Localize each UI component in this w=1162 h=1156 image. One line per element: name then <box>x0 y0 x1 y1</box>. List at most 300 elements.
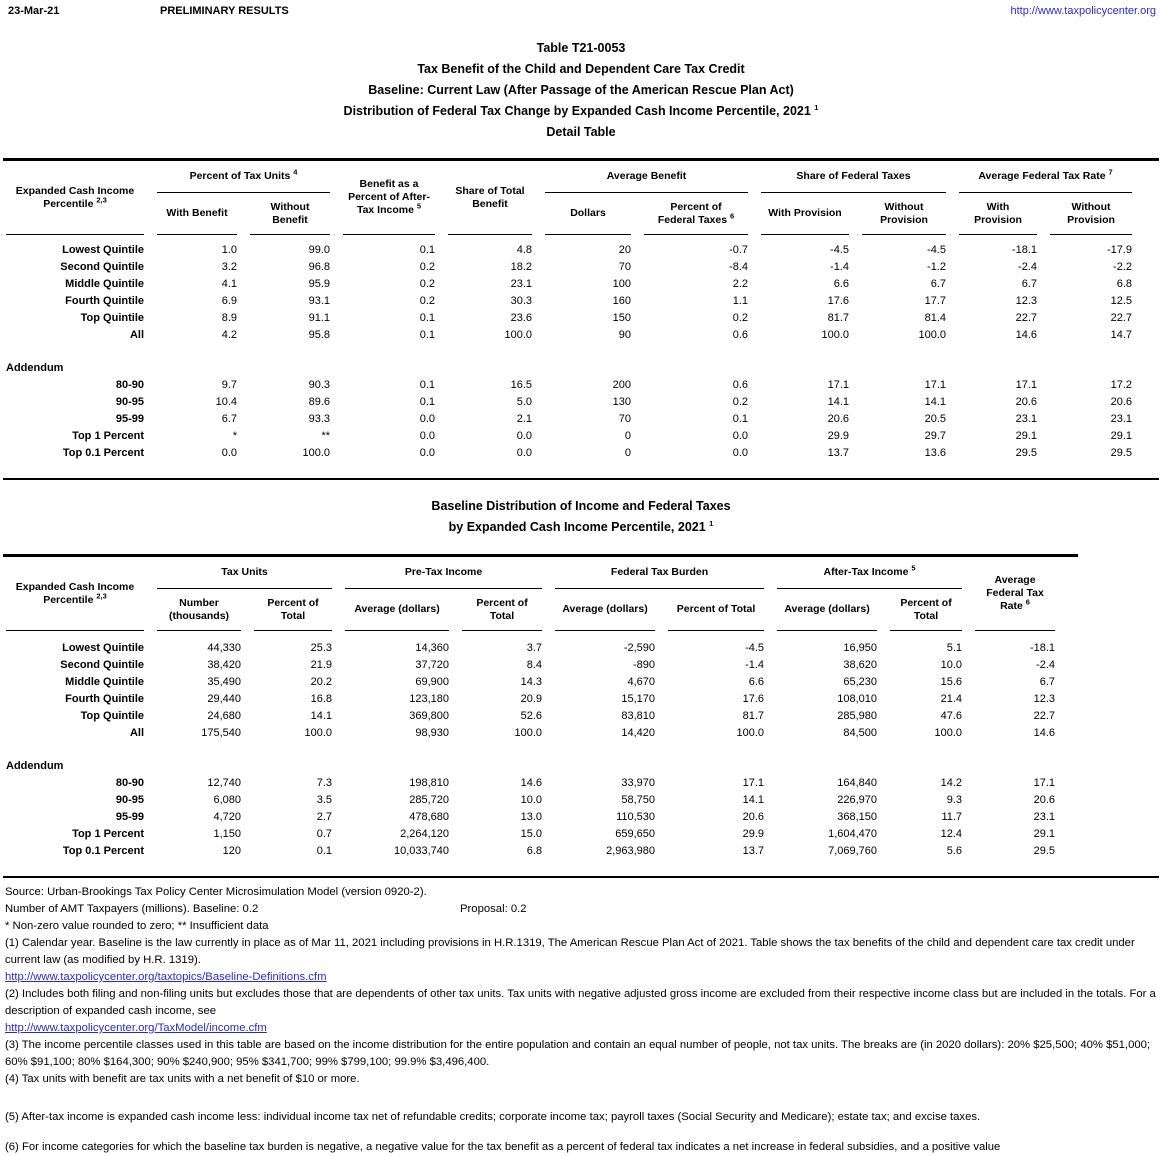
table-cell: 15,170 <box>621 693 656 705</box>
table-cell: 29.1 <box>1015 430 1037 442</box>
table-cell: 226,970 <box>837 794 878 806</box>
table-row <box>6 428 1132 445</box>
table-cell: 0.2 <box>419 278 435 290</box>
table-cell: 25.3 <box>310 642 333 654</box>
column-header: Percent of Federal Taxes $^6$ <box>644 193 748 235</box>
table-cell: 0.0 <box>419 447 435 459</box>
footnote-line: (5) After-tax income is expanded cash income less: individual income tax net of refundable credits; corporate income tax; payroll taxes (Social Security and Medicare); estate tax; and excise taxes. <box>5 1111 981 1123</box>
table-cell: 11.7 <box>941 811 963 823</box>
table-cell: 13.7 <box>742 845 765 857</box>
table-cell: 9.3 <box>946 794 963 806</box>
table-cell: 100.0 <box>918 329 946 341</box>
baseline-table <box>3 557 1078 868</box>
table-cell: 10,033,740 <box>393 845 450 857</box>
table-cell: -17.9 <box>1106 244 1133 256</box>
table-cell: 6.6 <box>833 278 849 290</box>
table-cell: 5.1 <box>946 642 963 654</box>
column-group-header: Share of Federal Taxes <box>761 161 946 193</box>
row-label: Middle Quintile <box>65 278 144 290</box>
table-cell: 123,180 <box>409 693 450 705</box>
row-label: All <box>129 727 144 739</box>
table-cell: 1.0 <box>221 244 237 256</box>
table-row <box>6 758 1055 775</box>
table-cell: 8.4 <box>526 659 543 671</box>
table-cell: 160 <box>612 295 631 307</box>
table-cell: 20 <box>618 244 631 256</box>
table-cell: 0.1 <box>419 244 435 256</box>
table-cell: 120 <box>222 845 241 857</box>
table-row <box>6 310 1132 327</box>
table-cell: 93.1 <box>308 295 330 307</box>
table-cell: 0.2 <box>419 261 435 273</box>
report-page <box>0 5 1162 1153</box>
footnotes <box>5 884 1157 1156</box>
table-cell: 22.7 <box>1015 312 1037 324</box>
table-cell: -1.4 <box>830 261 849 273</box>
column-header: Number (thousands) <box>157 589 241 631</box>
table-cell: -18.1 <box>1029 642 1056 654</box>
table-cell: 29.5 <box>1110 447 1133 459</box>
table-cell: 0.1 <box>419 379 435 391</box>
table-cell: 14.1 <box>310 710 333 722</box>
table-cell: 70 <box>618 413 631 425</box>
column-header: Without Benefit <box>250 193 330 235</box>
table-cell: 14.1 <box>924 396 946 408</box>
table-cell: 83,810 <box>621 710 656 722</box>
column-group-header: Tax Units <box>157 557 332 589</box>
table-cell: 81.7 <box>827 312 849 324</box>
footnote-line <box>5 1020 1157 1037</box>
table-cell: 0.0 <box>419 430 435 442</box>
column-header: With Provision <box>761 193 849 235</box>
table-cell: 4,720 <box>213 811 241 823</box>
addendum-label: Addendum <box>6 760 64 772</box>
date-label: 23-Mar-21 <box>8 5 60 17</box>
table-cell: 23.6 <box>510 312 532 324</box>
table-cell: 6.6 <box>748 676 765 688</box>
table-row <box>6 242 1132 259</box>
table-row <box>6 293 1132 310</box>
amt-proposal-label: Proposal: 0.2 <box>460 903 527 915</box>
column-header: Percent of Total <box>668 589 764 631</box>
table-row <box>6 327 1132 344</box>
table-cell: 37,720 <box>415 659 450 671</box>
table-cell: 17.6 <box>827 295 849 307</box>
table-row <box>6 691 1055 708</box>
table-row <box>6 674 1055 691</box>
row-label: 80-90 <box>115 777 144 789</box>
table-cell: 89.6 <box>308 396 330 408</box>
table-cell: 17.7 <box>924 295 946 307</box>
column-header: Share of Total Benefit <box>448 161 532 235</box>
row-label: Top 1 Percent <box>72 828 144 840</box>
page-header <box>0 5 1162 19</box>
table-cell: 18.2 <box>510 261 532 273</box>
table-cell: 52.6 <box>520 710 543 722</box>
footnote-line: (6) For income categories for which the baseline tax burden is negative, a negative value for the tax benefit as a percent of federal tax indicates a net increase in federal subsidies, and a positive value <box>5 1141 1001 1153</box>
table-cell: 200 <box>612 379 631 391</box>
column-header: Average (dollars) <box>555 589 655 631</box>
table-cell: 23.1 <box>1110 413 1133 425</box>
table-cell: 6.8 <box>526 845 543 857</box>
table-cell: 29.9 <box>827 430 849 442</box>
table-cell: 1,150 <box>213 828 241 840</box>
table-cell: 23.1 <box>510 278 532 290</box>
table-cell: 16.5 <box>510 379 532 391</box>
table-cell: 0.0 <box>419 413 435 425</box>
table-cell: 29.7 <box>924 430 946 442</box>
table-cell: 29.9 <box>742 828 765 840</box>
table-cell: 29.1 <box>1110 430 1133 442</box>
row-label: Fourth Quintile <box>65 693 144 705</box>
table-cell: 14.6 <box>1015 329 1037 341</box>
table-cell: 3.2 <box>221 261 237 273</box>
table-row <box>6 725 1055 742</box>
table-cell: -1.2 <box>927 261 946 273</box>
table-cell: 38,620 <box>843 659 878 671</box>
row-label: 80-90 <box>115 379 144 391</box>
table-cell: 10.0 <box>940 659 963 671</box>
table-cell: 15.0 <box>520 828 543 840</box>
column-group-header: Average Benefit <box>545 161 748 193</box>
row-label: Fourth Quintile <box>65 295 144 307</box>
table-cell: 20.6 <box>1033 794 1056 806</box>
table-cell: 21.4 <box>940 693 963 705</box>
row-label: Top Quintile <box>80 710 144 722</box>
table-cell: 14.1 <box>742 794 765 806</box>
table-cell: -2.4 <box>1018 261 1037 273</box>
table-cell: 5.0 <box>516 396 532 408</box>
table-row <box>6 377 1132 394</box>
column-group-header: Pre-Tax Income <box>345 557 542 589</box>
footnote-line: Source: Urban-Brookings Tax Policy Center Microsimulation Model (version 0920-2). <box>5 886 427 898</box>
table-cell: 100.0 <box>504 329 532 341</box>
table-cell: 17.1 <box>827 379 849 391</box>
table-cell: 99.0 <box>308 244 330 256</box>
table-cell: 13.0 <box>520 811 543 823</box>
table-cell: 69,900 <box>415 676 450 688</box>
table-cell: -18.1 <box>1011 244 1037 256</box>
table-cell: 1.1 <box>732 295 748 307</box>
amt-taxpayers-line <box>5 901 1157 918</box>
table-cell: 17.1 <box>1033 777 1056 789</box>
table-cell: 1,604,470 <box>828 828 878 840</box>
addendum-label: Addendum <box>6 362 64 374</box>
table-row <box>6 826 1055 843</box>
table-cell: 10.4 <box>215 396 237 408</box>
table-cell: 285,720 <box>409 794 450 806</box>
page-title-line: Tax Benefit of the Child and Dependent Care Tax Credit <box>417 62 745 76</box>
row-label: 95-99 <box>115 413 144 425</box>
column-header: Dollars <box>545 193 631 235</box>
table-cell: 10.0 <box>520 794 543 806</box>
table-cell: 81.7 <box>742 710 765 722</box>
column-group-header: Average Federal Tax Rate $^7$ <box>959 161 1132 193</box>
baseline-table-container <box>3 554 1078 868</box>
table-cell: 100.0 <box>302 447 330 459</box>
table-cell: 100.0 <box>304 727 333 739</box>
table-cell: 0.0 <box>516 447 532 459</box>
page-title-line: Baseline Distribution of Income and Federal Taxes <box>431 499 731 513</box>
table-row <box>6 843 1055 860</box>
table-cell: -1.4 <box>745 659 765 671</box>
footnote-link[interactable]: http://www.taxpolicycenter.org/taxtopics/Baseline-Definitions.cfm <box>5 971 327 983</box>
table-cell: 12.5 <box>1110 295 1133 307</box>
row-label: Top 1 Percent <box>72 430 144 442</box>
table-cell: 14,420 <box>621 727 656 739</box>
table-row <box>6 809 1055 826</box>
table-cell: 70 <box>618 261 631 273</box>
table-cell: 369,800 <box>409 710 450 722</box>
table-cell: 368,150 <box>837 811 878 823</box>
table-cell: 0.2 <box>732 396 748 408</box>
table-cell: 7,069,760 <box>828 845 878 857</box>
table-cell: 0.0 <box>732 447 748 459</box>
table-cell: 20.6 <box>1015 396 1037 408</box>
footnote-line: (4) Tax units with benefit are tax units with a net benefit of $10 or more. <box>5 1073 360 1085</box>
table-cell: 20.6 <box>1110 396 1133 408</box>
page-title-line: Table T21-0053 <box>536 41 626 55</box>
table-cell: -4.5 <box>745 642 765 654</box>
table-cell: 0.6 <box>732 329 748 341</box>
table-cell: 4.1 <box>221 278 237 290</box>
table-cell: 6.7 <box>1021 278 1037 290</box>
row-label: Lowest Quintile <box>62 642 144 654</box>
tax-change-table-container <box>3 158 1159 470</box>
table-cell: 35,490 <box>207 676 241 688</box>
table-cell: 16.8 <box>310 693 333 705</box>
table-cell: 100.0 <box>934 727 963 739</box>
table-cell: 130 <box>612 396 631 408</box>
table-cell: -2.4 <box>1036 659 1056 671</box>
page-title-line: Distribution of Federal Tax Change by Expanded Cash Income Percentile, 2021 $^1$ <box>343 102 819 118</box>
table-row <box>6 411 1132 428</box>
table-cell: 24,680 <box>207 710 241 722</box>
site-url-link[interactable]: http://www.taxpolicycenter.org <box>1010 5 1156 17</box>
column-header: Expanded Cash Income Percentile $^{2,3}$ <box>6 161 144 235</box>
table-bottom-rule-2 <box>3 876 1159 878</box>
table-cell: 30.3 <box>510 295 532 307</box>
table-cell: 14.7 <box>1110 329 1133 341</box>
column-header: Expanded Cash Income Percentile $^{2,3}$ <box>6 557 144 631</box>
table-cell: 12.4 <box>940 828 963 840</box>
table-cell: -8.4 <box>729 261 748 273</box>
baseline-table-title <box>0 496 1162 538</box>
detail-table <box>0 161 1145 470</box>
table-cell: 12,740 <box>207 777 241 789</box>
table-cell: 110,530 <box>616 811 656 823</box>
row-label: Lowest Quintile <box>62 244 144 256</box>
footnote-line: (1) Calendar year. Baseline is the law currently in place as of Mar 11, 2021 including provisions in H.R.1319, The American Rescue Plan Act of 2021. Table shows the tax benefits of the child and dependent care tax credit under current law (as modified by H.R. 1319). <box>5 937 1135 966</box>
table-cell: 2.7 <box>316 811 333 823</box>
table-cell: 4,670 <box>627 676 656 688</box>
table-cell: -2.2 <box>1113 261 1133 273</box>
page-title-line: Baseline: Current Law (After Passage of the American Rescue Plan Act) <box>368 83 794 97</box>
table-row <box>6 657 1055 674</box>
table-cell: 14,360 <box>415 642 450 654</box>
table-cell: 91.1 <box>308 312 330 324</box>
table-cell: 22.7 <box>1033 710 1056 722</box>
table-cell: 100.0 <box>821 329 849 341</box>
page-title-line: Detail Table <box>546 125 616 139</box>
table-cell: 38,420 <box>207 659 241 671</box>
table-cell: -4.5 <box>830 244 849 256</box>
table-cell: 478,680 <box>409 811 450 823</box>
table-cell: 13.7 <box>827 447 849 459</box>
row-label: 95-99 <box>115 811 144 823</box>
table-cell: 29.5 <box>1033 845 1056 857</box>
table-cell: 0.7 <box>316 828 333 840</box>
table-cell: 20.5 <box>924 413 946 425</box>
table-cell: 3.7 <box>526 642 543 654</box>
column-group-header: Federal Tax Burden <box>555 557 764 589</box>
column-header: Without Provision <box>1050 193 1132 235</box>
table-cell: 198,810 <box>409 777 450 789</box>
row-label: 90-95 <box>115 794 144 806</box>
table-cell: 96.8 <box>308 261 330 273</box>
table-cell: 14.6 <box>520 777 543 789</box>
table-cell: 20.6 <box>742 811 765 823</box>
column-group-header: Percent of Tax Units $^4$ <box>157 161 330 193</box>
column-header: Average (dollars) <box>777 589 877 631</box>
table-cell: 3.5 <box>316 794 333 806</box>
table-cell: * <box>232 430 237 442</box>
table-cell: 6,080 <box>213 794 241 806</box>
row-label: Top 0.1 Percent <box>62 845 144 857</box>
page-title-line: by Expanded Cash Income Percentile, 2021 $^1$ <box>448 518 714 534</box>
table-cell: 150 <box>612 312 631 324</box>
table-cell: 23.1 <box>1033 811 1056 823</box>
column-header: Benefit as a Percent of After- Tax Income $^5$ <box>343 161 435 235</box>
table-cell: -0.7 <box>729 244 748 256</box>
table-cell: 65,230 <box>843 676 878 688</box>
table-cell: 0.1 <box>419 329 435 341</box>
row-label: Top 0.1 Percent <box>62 447 144 459</box>
table-cell: 16,950 <box>843 642 878 654</box>
table-row <box>6 394 1132 411</box>
table-row <box>6 708 1055 725</box>
table-cell: 17.6 <box>742 693 765 705</box>
table-cell: 29,440 <box>207 693 241 705</box>
table-cell: 175,540 <box>201 727 241 739</box>
row-label: Middle Quintile <box>65 676 144 688</box>
table-cell: 23.1 <box>1015 413 1037 425</box>
table-cell: 0.2 <box>732 312 748 324</box>
table-cell: 14.3 <box>520 676 543 688</box>
table-row <box>6 276 1132 293</box>
column-group-header: After-Tax Income $^5$ <box>777 557 962 589</box>
column-header: Percent of Total <box>890 589 962 631</box>
table-cell: 81.4 <box>924 312 946 324</box>
table-cell: 6.8 <box>1116 278 1133 290</box>
table-cell: 17.1 <box>924 379 946 391</box>
table-cell: 13.6 <box>924 447 946 459</box>
table-cell: 21.9 <box>310 659 333 671</box>
table-row <box>6 792 1055 809</box>
footnote-line: (3) The income percentile classes used in this table are based on the income distribution for the entire population and contain an equal number of people, not tax units. The breaks are (in 2020 dollars): 20% $25,500; 40% $51,000; 60% $91,100; 80% $164,300; 90% $240,900; 95% $341,700; 99% $799,100; 99.9% $3,496,400. <box>5 1039 1151 1068</box>
table-row <box>6 640 1055 657</box>
table-cell: 0 <box>624 430 631 442</box>
table-cell: 6.9 <box>221 295 237 307</box>
tax-change-table <box>3 161 1159 470</box>
table-cell: 2,963,980 <box>606 845 656 857</box>
table-cell: 0.1 <box>419 396 435 408</box>
column-header: With Provision <box>959 193 1037 235</box>
table-cell: 90 <box>618 329 631 341</box>
table-row <box>6 775 1055 792</box>
table-bottom-rule <box>3 478 1159 480</box>
table-cell: 93.3 <box>308 413 330 425</box>
row-label: All <box>129 329 144 341</box>
table-cell: 6.7 <box>1039 676 1056 688</box>
table-cell: 29.5 <box>1015 447 1037 459</box>
table-row <box>6 259 1132 276</box>
table-cell: 95.9 <box>308 278 330 290</box>
table-cell: 0.1 <box>316 845 333 857</box>
column-header: Without Provision <box>862 193 946 235</box>
table-cell: 33,970 <box>621 777 656 789</box>
table-cell: 47.6 <box>940 710 963 722</box>
table-cell: 20.9 <box>520 693 543 705</box>
table-cell: 58,750 <box>621 794 656 806</box>
column-header: With Benefit <box>157 193 237 235</box>
footnote-line: * Non-zero value rounded to zero; ** Insufficient data <box>5 920 269 932</box>
table-cell: 100.0 <box>736 727 765 739</box>
table-cell: 17.1 <box>742 777 765 789</box>
row-label: Top Quintile <box>80 312 144 324</box>
table-cell: 0.0 <box>221 447 237 459</box>
preliminary-results-label: PRELIMINARY RESULTS <box>160 5 289 17</box>
table-cell: -890 <box>633 659 656 671</box>
footnote-link[interactable]: http://www.taxpolicycenter.org/TaxModel/income.cfm <box>5 1022 267 1034</box>
table-row <box>6 445 1132 462</box>
table-cell: ** <box>321 430 330 442</box>
table-cell: 5.6 <box>946 845 963 857</box>
table-cell: 17.2 <box>1110 379 1133 391</box>
amt-baseline-label: Number of AMT Taxpayers (millions). Baseline: 0.2 <box>5 903 259 915</box>
table-cell: 0.2 <box>419 295 435 307</box>
table-cell: 164,840 <box>837 777 878 789</box>
footnote-line: (2) Includes both filing and non-filing units but excludes those that are dependents of other tax units. Tax units with negative adjusted gross income are excluded from their respective income class but are included in the totals. For a description of expanded cash income, see <box>5 988 1156 1017</box>
table-cell: 0.1 <box>419 312 435 324</box>
table-row <box>6 360 1132 377</box>
table-cell: 14.2 <box>940 777 963 789</box>
table-cell: 108,010 <box>837 693 878 705</box>
column-header: Average (dollars) <box>345 589 449 631</box>
footnote-line <box>5 969 1157 986</box>
table-cell: 14.1 <box>827 396 849 408</box>
table-cell: 100.0 <box>514 727 543 739</box>
table-cell: 2.2 <box>732 278 748 290</box>
table-cell: 22.7 <box>1110 312 1133 324</box>
table-cell: 2.1 <box>516 413 532 425</box>
table-cell: 15.6 <box>940 676 963 688</box>
table-cell: 6.7 <box>930 278 946 290</box>
table-cell: 285,980 <box>837 710 878 722</box>
table-cell: -4.5 <box>927 244 946 256</box>
table-cell: 0 <box>624 447 631 459</box>
table-cell: 7.3 <box>316 777 333 789</box>
table-cell: 0.6 <box>732 379 748 391</box>
column-header: Percent of Total <box>254 589 332 631</box>
table-cell: 9.7 <box>221 379 237 391</box>
table-cell: 0.0 <box>732 430 748 442</box>
row-label: 90-95 <box>115 396 144 408</box>
table-cell: 2,264,120 <box>400 828 450 840</box>
column-header: Average Federal Tax Rate $^6$ <box>975 557 1055 631</box>
table-cell: 98,930 <box>415 727 450 739</box>
table-cell: 659,650 <box>615 828 656 840</box>
